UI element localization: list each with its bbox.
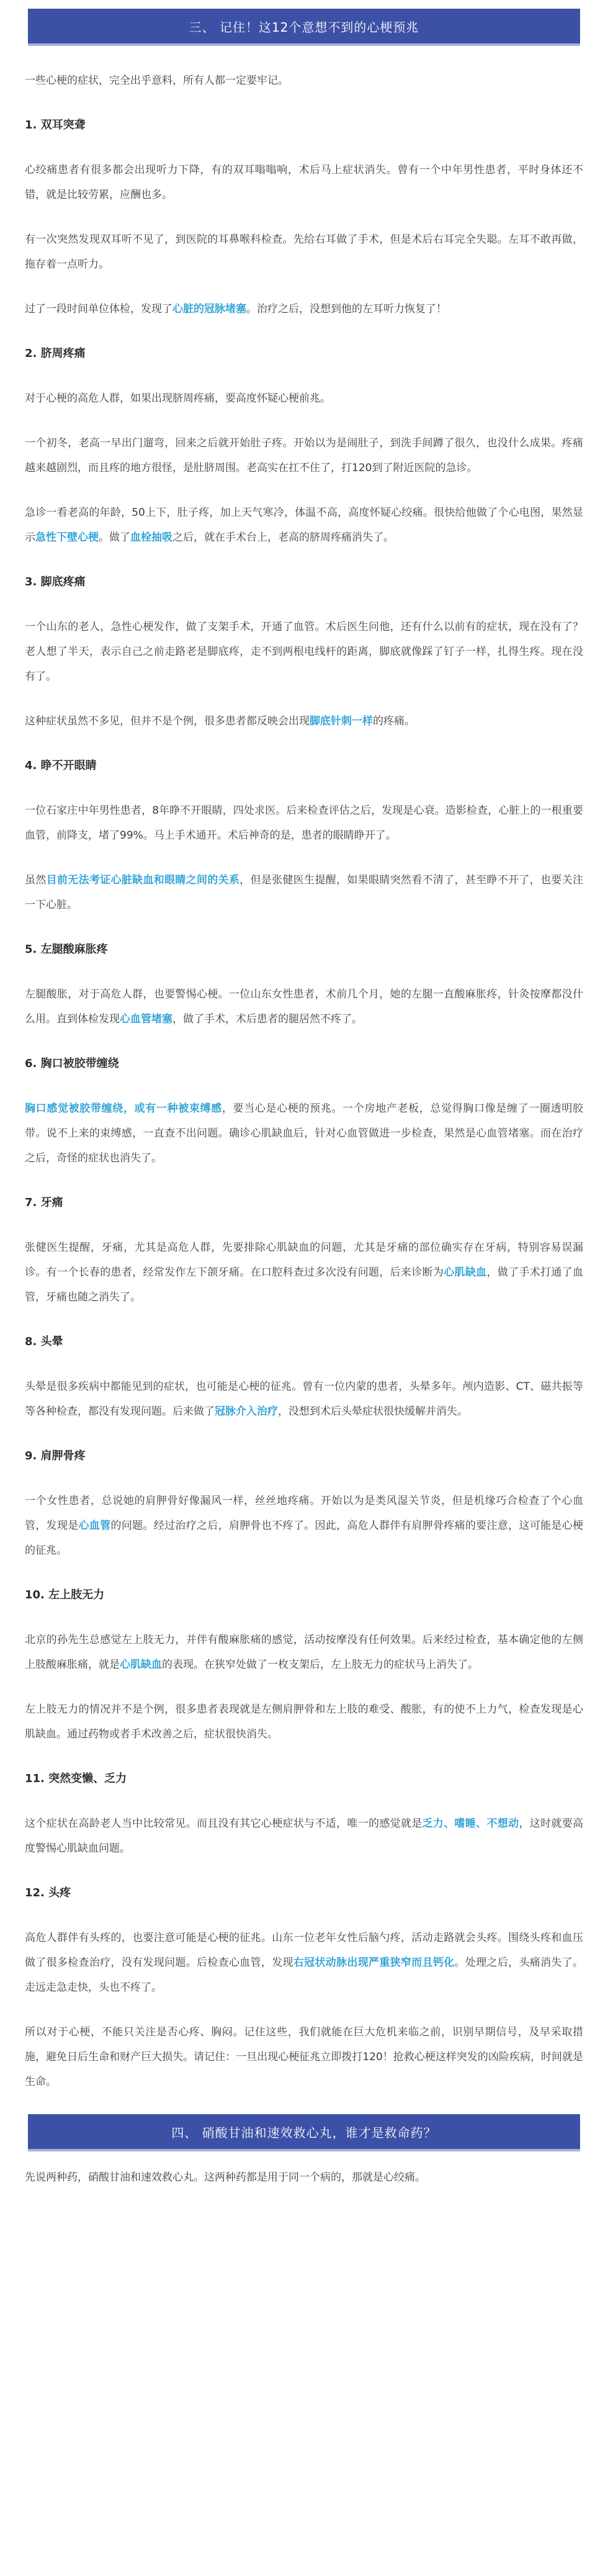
- paragraph-text: 北京的孙先生总感觉左上肢无力，并伴有酸麻胀痛的感觉，活动按摩没有任何效果。后来经过检查，基本确定他的左侧上肢酸麻胀痛，就是: [25, 1634, 583, 1671]
- symptom-paragraph: [25, 1488, 583, 1563]
- paragraph-text: 这种症状虽然不多见，但并不是个例，很多患者都反映会出现: [25, 715, 310, 727]
- paragraph-text: 头晕是很多疾病中都能见到的症状，也可能是心梗的征兆。曾有一位内蒙的患者，头晕多年。颅内造影、CT、磁共振等等各种检查，都没有发现问题。后来做了: [25, 1380, 583, 1418]
- symptom-paragraph: [25, 386, 583, 411]
- highlighted-text: 血栓抽吸: [130, 531, 172, 544]
- paragraph-text: 之后，就在手术台上，老高的脐周疼痛消失了。: [172, 531, 394, 544]
- paragraph-text: 的表现。在狭窄处做了一枚支架后，左上肢无力的症状马上消失了。: [162, 1659, 478, 1671]
- paragraph-text: ，做了手术打通了血管，牙痛也随之消失了。: [25, 1266, 584, 1304]
- symptom-paragraph: [25, 709, 583, 734]
- outro-paragraph: 先说两种药，硝酸甘油和速效救心丸。这两种药都是用于同一个病的，那就是心绞痛。: [25, 2171, 426, 2184]
- paragraph-text: 左腿酸胀，对于高危人群，也要警惕心梗。一位山东女性患者，术前几个月，她的左腿一直酸麻胀疼，针灸按摩都没什么用。直到体检发现: [25, 988, 583, 1025]
- section-title-3: 三、 记住！这12个意想不到的心梗预兆: [189, 19, 419, 35]
- paragraph-text: 急诊一看老高的年龄，50上下，肚子疼，加上天气寒冷，体温不高，高度怀疑心绞痛。很快给他做了个心电图，果然显示: [25, 507, 583, 544]
- paragraph-text: 。做了: [99, 531, 130, 544]
- symptom-heading: 1. 双耳突聋: [25, 119, 86, 132]
- symptom-paragraph: [25, 868, 583, 917]
- article-content: [25, 68, 583, 2094]
- symptom-paragraph: [25, 1235, 583, 1310]
- symptom-paragraph: [25, 158, 583, 207]
- highlighted-text: 心血管: [78, 1520, 111, 1532]
- symptom-paragraph: [25, 227, 583, 277]
- symptom-heading: 8. 头晕: [25, 1335, 63, 1348]
- paragraph-text: ，要当心是心梗的预兆。一个房地产老板，总觉得胸口像是缠了一圈透明胶带。说不上来的束缚感，一直查不出问题。确诊心肌缺血后，针对心血管做进一步检查，果然是心血管堵塞。而在治疗之后，奇怪的症状也消失了。: [25, 1102, 584, 1164]
- highlighted-text: 脚底针刺一样: [310, 715, 373, 727]
- symptom-paragraph: [25, 1811, 583, 1861]
- highlighted-text: 心肌缺血: [444, 1266, 487, 1279]
- symptom-paragraph: [25, 431, 583, 480]
- section-title-4: 四、 硝酸甘油和速效救心丸，谁才是救命药？: [171, 2125, 437, 2140]
- symptom-paragraph: [25, 982, 583, 1032]
- highlighted-text: 急性下壁心梗: [35, 531, 99, 544]
- paragraph-text: 张健医生提醒，牙痛，尤其是高危人群，先要排除心肌缺血的问题，尤其是牙痛的部位确实存在牙病，特别容易误漏诊。有一个长春的患者，经常发作左下颌牙痛。在口腔科查过多次没有问题，后来诊断为: [25, 1241, 583, 1279]
- symptom-heading: 12. 头疼: [25, 1886, 71, 1899]
- intro-paragraph: 一些心梗的症状，完全出乎意料，所有人都一定要牢记。: [25, 74, 288, 87]
- symptom-heading: 11. 突然变懒、乏力: [25, 1772, 127, 1785]
- symptom-heading: 2. 脐周疼痛: [25, 347, 86, 360]
- paragraph-text: 心绞痛患者有很多都会出现听力下降，有的双耳嗡嗡响，术后马上症状消失。曾有一个中年男性患者，平时身体还不错，就是比较劳累，应酬也多。: [25, 164, 583, 201]
- paragraph-text: 左上肢无力的情况并不是个例，很多患者表现就是左侧肩胛骨和左上肢的难受、酸胀，有的使不上力气，检查发现是心肌缺血。通过药物或者手术改善之后，症状很快消失。: [25, 1703, 583, 1741]
- paragraph-text: 虽然: [25, 874, 47, 886]
- symptom-paragraph: [25, 2020, 583, 2094]
- paragraph-text: 的问题。经过治疗之后，肩胛骨也不疼了。因此，高危人群伴有肩胛骨疼痛的要注意，这可能是心梗的征兆。: [25, 1520, 584, 1557]
- highlighted-text: 乏力、嗜睡、不想动: [422, 1817, 519, 1830]
- highlighted-text: 心血管堵塞: [120, 1013, 172, 1025]
- outro-content: [25, 2165, 583, 2190]
- paragraph-text: 一个初冬，老高一早出门遛弯，回来之后就开始肚子疼。开始以为是闹肚子，到洗手间蹲了很久，也没什么成果。疼痛越来越剧烈，而且疼的地方很怪，是肚脐周围。老高实在扛不住了，打120到了附近医院的急诊。: [25, 437, 583, 474]
- section-header-3: [28, 9, 580, 43]
- section-header-4: [28, 2114, 580, 2149]
- paragraph-text: ，做了手术，术后患者的腿居然不疼了。: [172, 1013, 362, 1025]
- highlighted-text: 目前无法考证心脏缺血和眼睛之间的关系: [46, 874, 240, 886]
- symptom-paragraph: [25, 297, 583, 322]
- symptom-paragraph: [25, 500, 583, 550]
- symptom-paragraph: [25, 1697, 583, 1747]
- symptom-heading: 6. 胸口被胶带缠绕: [25, 1057, 119, 1070]
- symptom-paragraph: [25, 1925, 583, 2000]
- paragraph-text: 一个山东的老人，急性心梗发作，做了支架手术，开通了血管。术后医生问他，还有什么以前有的症状，现在没有了？老人想了半天，表示自己之前走路老是脚底疼，走不到两根电线杆的距离，脚底就像踩了钉子一样，扎得生疼。现在没有了。: [25, 621, 583, 683]
- symptom-heading: 5. 左腿酸麻胀疼: [25, 943, 108, 956]
- paragraph-text: 有一次突然发现双耳听不见了，到医院的耳鼻喉科检查。先给右耳做了手术，但是术后右耳完全失聪。左耳不敢再做，拖存着一点听力。: [25, 233, 583, 271]
- top-spacer: [0, 0, 608, 9]
- paragraph-text: 。处理之后，头痛消失了。走远走急走快，头也不疼了。: [25, 1957, 584, 1994]
- paragraph-text: 过了一段时间单位体检，发现了: [25, 303, 172, 315]
- highlighted-text: 冠脉介入治疗: [215, 1405, 278, 1418]
- paragraph-text: 对于心梗的高危人群，如果出现脐周疼痛，要高度怀疑心梗前兆。: [25, 392, 331, 405]
- symptom-heading: 7. 牙痛: [25, 1196, 63, 1209]
- paragraph-text: ，没想到术后头晕症状很快缓解并消失。: [278, 1405, 468, 1418]
- paragraph-text: ，但是张健医生提醒，如果眼睛突然看不清了，甚至睁不开了，也要关注一下心脏。: [25, 874, 584, 911]
- symptom-heading: 4. 睁不开眼睛: [25, 759, 97, 772]
- paragraph-text: 这个症状在高龄老人当中比较常见。而且没有其它心梗症状与不适，唯一的感觉就是: [25, 1817, 422, 1830]
- symptom-paragraph: [25, 798, 583, 848]
- symptom-paragraph: [25, 1374, 583, 1424]
- symptom-paragraph: [25, 1096, 583, 1171]
- paragraph-text: 所以对于心梗，不能只关注是否心疼、胸闷。记住这些，我们就能在巨大危机来临之前，识别早期信号，及早采取措施，避免日后生命和财产巨大损失。请记住：一旦出现心梗征兆立即拨打120！抢救心梗这样突发的凶险疾病，时间就是生命。: [25, 2026, 583, 2088]
- paragraph-text: 一位石家庄中年男性患者，8年睁不开眼睛，四处求医。后来检查评估之后，发现是心衰。造影检查，心脏上的一根重要血管，前降支，堵了99%。马上手术通开。术后神奇的是，患者的眼睛睁开了。: [25, 804, 583, 842]
- paragraph-text: ，这时就要高度警惕心肌缺血问题。: [25, 1817, 584, 1855]
- symptom-paragraph: [25, 615, 583, 689]
- highlighted-text: 胸口感觉被胶带缠绕，或有一种被束缚感: [25, 1102, 222, 1115]
- paragraph-text: 高危人群伴有头疼的，也要注意可能是心梗的征兆。山东一位老年女性后脑勺疼，活动走路就会头疼。围绕头疼和血压做了很多检查治疗，没有发现问题。后检查心血管，发现: [25, 1932, 583, 1969]
- highlighted-text: 心脏的冠脉堵塞: [172, 303, 246, 315]
- paragraph-text: 的疼痛。: [373, 715, 415, 727]
- symptom-list: [25, 113, 583, 2094]
- paragraph-text: 。治疗之后，没想到他的左耳听力恢复了！: [246, 303, 447, 315]
- paragraph-text: 一个女性患者，总说她的肩胛骨好像漏风一样，丝丝地疼痛。开始以为是类风湿关节炎，但是机缘巧合检查了个心血管，发现是: [25, 1495, 583, 1532]
- symptom-heading: 3. 脚底疼痛: [25, 575, 86, 588]
- highlighted-text: 心肌缺血: [120, 1659, 162, 1671]
- symptom-heading: 10. 左上肢无力: [25, 1588, 105, 1601]
- symptom-paragraph: [25, 1628, 583, 1677]
- highlighted-text: 右冠状动脉出现严重狭窄而且钙化: [293, 1957, 455, 1969]
- symptom-heading: 9. 肩胛骨疼: [25, 1449, 86, 1462]
